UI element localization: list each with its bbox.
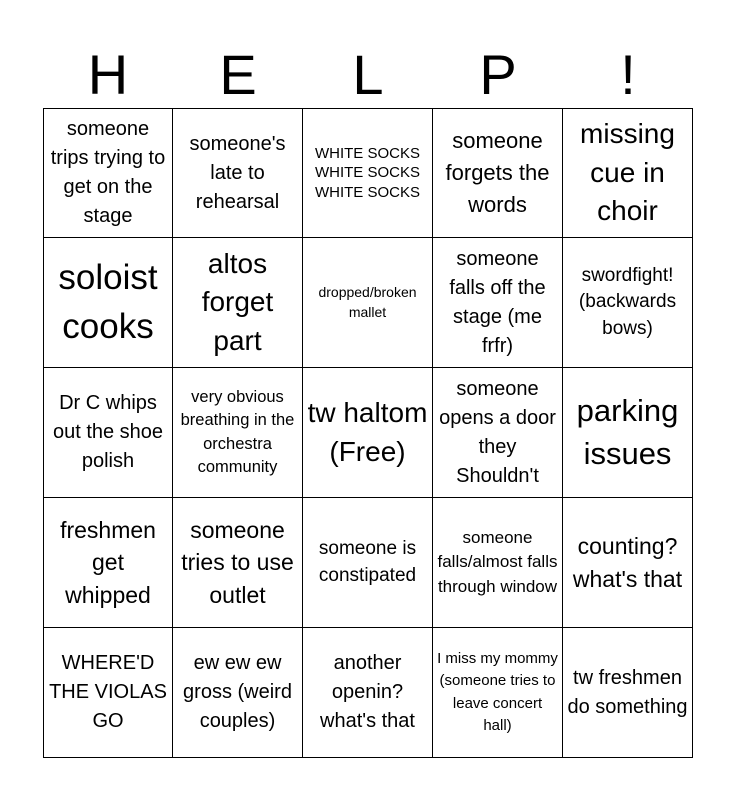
cell-text: someone is constipated	[318, 537, 417, 586]
cell-text: freshmen get whipped	[60, 517, 156, 608]
cell-text: swordfight! (backwards bows)	[578, 265, 677, 339]
bingo-cell[interactable]	[43, 498, 173, 628]
bingo-board	[43, 108, 693, 758]
bingo-cell[interactable]	[43, 368, 173, 498]
cell-text: WHITE SOCKS WHITE SOCKS WHITE SOCKS	[314, 144, 420, 201]
bingo-cell[interactable]	[173, 628, 303, 758]
bingo-header	[43, 42, 693, 108]
bingo-cell[interactable]	[173, 238, 303, 368]
cell-text: someone tries to use outlet	[181, 517, 294, 608]
bingo-cell[interactable]	[563, 238, 693, 368]
bingo-cell[interactable]	[173, 108, 303, 238]
header-letter-exclamation: !	[620, 43, 636, 106]
cell-text: parking issues	[576, 392, 679, 471]
bingo-cell[interactable]	[303, 108, 433, 238]
cell-text: altos forget part	[201, 247, 274, 356]
cell-text: dropped/broken mallet	[318, 283, 417, 320]
bingo-cell[interactable]	[563, 368, 693, 498]
bingo-cell[interactable]	[173, 498, 303, 628]
cell-text: someone trips trying to get on the stage	[50, 118, 166, 227]
bingo-cell[interactable]	[303, 238, 433, 368]
header-letter-l: L	[352, 43, 384, 106]
cell-text: tw haltom (Free)	[307, 396, 428, 467]
cell-text: someone falls/almost falls through window	[437, 527, 558, 596]
header-letter-e: E	[219, 43, 257, 106]
cell-text: Dr C whips out the shoe polish	[52, 392, 164, 472]
bingo-cell[interactable]	[433, 368, 563, 498]
cell-text: someone forgets the words	[445, 128, 550, 217]
bingo-cell[interactable]	[433, 628, 563, 758]
cell-text: someone falls off the stage (me frfr)	[449, 247, 546, 357]
bingo-cell[interactable]	[43, 238, 173, 368]
bingo-cell[interactable]	[173, 368, 303, 498]
bingo-cell[interactable]	[43, 628, 173, 758]
header-letter-p: P	[479, 43, 517, 106]
cell-text: someone opens a door they Shouldn't	[439, 377, 556, 487]
cell-text: very obvious breathing in the orchestra community	[180, 388, 295, 476]
bingo-cell[interactable]	[433, 108, 563, 238]
cell-text: tw freshmen do something	[567, 666, 688, 718]
bingo-cell[interactable]	[303, 368, 433, 498]
cell-text: missing cue in choir	[580, 118, 675, 227]
header-letter-h: H	[87, 43, 129, 106]
bingo-cell[interactable]	[43, 108, 173, 238]
bingo-cell[interactable]	[563, 108, 693, 238]
bingo-cell[interactable]	[563, 628, 693, 758]
bingo-cell[interactable]	[303, 628, 433, 758]
cell-text: counting? what's that	[572, 533, 683, 592]
bingo-cell[interactable]	[303, 498, 433, 628]
bingo-cell[interactable]	[563, 498, 693, 628]
cell-text: someone's late to rehearsal	[189, 132, 286, 213]
cell-text: WHERE'D THE VIOLAS GO	[49, 652, 167, 732]
cell-text: soloist cooks	[58, 258, 158, 346]
bingo-cell[interactable]	[433, 498, 563, 628]
cell-text: another openin? what's that	[320, 652, 415, 732]
bingo-cell[interactable]	[433, 238, 563, 368]
cell-text: I miss my mommy (someone tries to leave concert hall)	[437, 649, 558, 734]
cell-text: ew ew ew gross (weird couples)	[183, 652, 292, 732]
